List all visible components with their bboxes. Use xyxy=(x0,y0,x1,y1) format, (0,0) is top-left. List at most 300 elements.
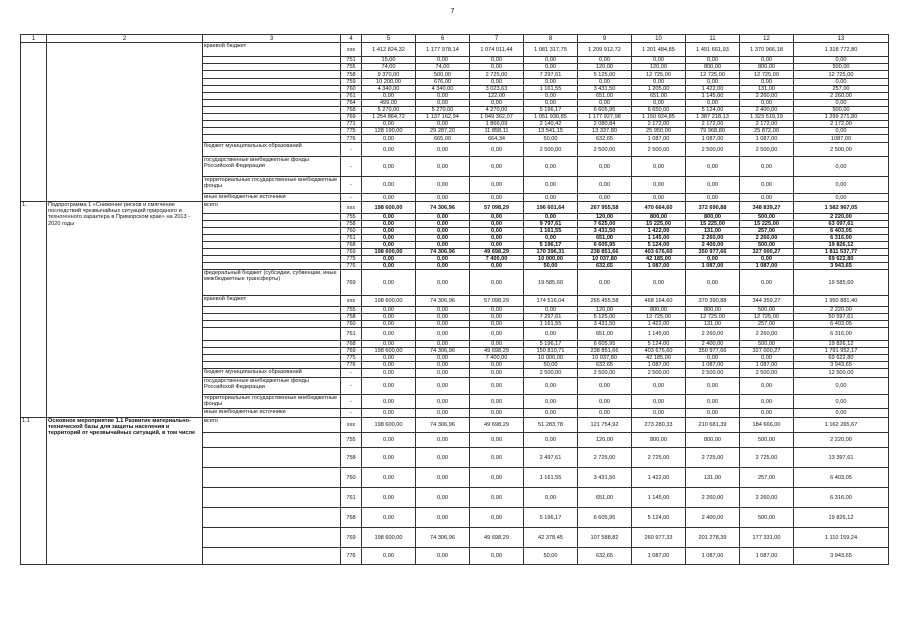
amount-cell: 1 087,00 xyxy=(740,362,794,369)
amount-cell: 0,00 xyxy=(362,488,416,508)
header-cell: 1 xyxy=(21,35,47,43)
amount-cell: 1 323 519,19 xyxy=(740,114,794,121)
amount-cell: 0,00 xyxy=(794,57,889,64)
amount-cell: 238 851,66 xyxy=(578,348,632,355)
budget-code: 776 xyxy=(341,263,362,270)
amount-cell: 2 500,00 xyxy=(578,369,632,378)
amount-cell: 1 087,00 xyxy=(686,362,740,369)
amount-cell: 2 725,00 xyxy=(632,448,686,468)
amount-cell: 4 340,00 xyxy=(362,86,416,93)
amount-cell: 372 690,88 xyxy=(686,202,740,214)
amount-cell: 0,00 xyxy=(416,57,470,64)
amount-cell: 120,00 xyxy=(578,214,632,221)
amount-cell: 6 316,00 xyxy=(794,328,889,341)
amount-cell: 74 306,96 xyxy=(416,249,470,256)
funding-source xyxy=(203,64,341,71)
funding-source: федеральный бюджет (субсидии, субвенции, иные межбюджетные трансферты) xyxy=(203,270,341,296)
amount-cell: 12 725,00 xyxy=(686,71,740,79)
amount-cell: 50,00 xyxy=(524,362,578,369)
amount-cell: 0,00 xyxy=(470,341,524,348)
budget-code: ххх xyxy=(341,296,362,307)
funding-source: иные внебюджетные источники xyxy=(203,409,341,418)
amount-cell: 800,00 xyxy=(686,214,740,221)
amount-cell: 4 270,00 xyxy=(470,107,524,114)
amount-cell: 49 698,29 xyxy=(470,249,524,256)
amount-cell: 0,00 xyxy=(416,362,470,369)
amount-cell: 0,00 xyxy=(740,57,794,64)
funding-source xyxy=(203,341,341,348)
budget-code: 769 xyxy=(341,348,362,355)
amount-cell: 1 161,55 xyxy=(524,86,578,93)
amount-cell: 0,00 xyxy=(362,157,416,177)
amount-cell: 0,00 xyxy=(632,100,686,107)
amount-cell: 0,00 xyxy=(794,395,889,409)
amount-cell: 5 124,00 xyxy=(632,242,686,249)
funding-source xyxy=(203,214,341,221)
amount-cell: 131,00 xyxy=(686,468,740,488)
amount-cell: 0,00 xyxy=(794,378,889,395)
amount-cell: 2 220,00 xyxy=(794,433,889,448)
amount-cell: 0,00 xyxy=(362,307,416,314)
funding-source xyxy=(203,328,341,341)
amount-cell: 632,65 xyxy=(578,135,632,143)
amount-cell: 2 500,00 xyxy=(524,369,578,378)
amount-cell: 800,00 xyxy=(686,307,740,314)
funding-source: государственные внебюджетные фонды Российской Федерации xyxy=(203,157,341,177)
amount-cell: 0,00 xyxy=(362,378,416,395)
amount-cell: 1 087,00 xyxy=(740,548,794,565)
funding-source: территориальные государственные внебюджетные фонды xyxy=(203,395,341,409)
budget-code: 759 xyxy=(341,79,362,86)
funding-source xyxy=(203,128,341,135)
amount-cell: 0,00 xyxy=(794,194,889,202)
amount-cell: 3 431,50 xyxy=(578,321,632,328)
header-cell: 11 xyxy=(686,35,740,43)
budget-code: 768 xyxy=(341,242,362,249)
amount-cell: 1 145,00 xyxy=(632,488,686,508)
amount-cell: 74,00 xyxy=(362,64,416,71)
amount-cell: 0,00 xyxy=(362,135,416,143)
amount-cell: 0,00 xyxy=(416,93,470,100)
amount-cell: 5 124,00 xyxy=(632,341,686,348)
amount-cell: 6 605,95 xyxy=(578,242,632,249)
amount-cell: 1 049 362,07 xyxy=(470,114,524,121)
amount-cell: 5 124,00 xyxy=(686,107,740,114)
amount-cell: 632,65 xyxy=(578,548,632,565)
amount-cell: 327 000,27 xyxy=(740,348,794,355)
amount-cell: 0,00 xyxy=(416,221,470,228)
amount-cell: 0,00 xyxy=(470,263,524,270)
budget-code: 775 xyxy=(341,256,362,263)
amount-cell: 0,00 xyxy=(362,321,416,328)
amount-cell: 50,00 xyxy=(524,135,578,143)
amount-cell: 0,00 xyxy=(416,228,470,235)
amount-cell: 69 622,80 xyxy=(794,256,889,263)
funding-source xyxy=(203,362,341,369)
funding-source xyxy=(203,93,341,100)
amount-cell: 2 500,00 xyxy=(686,143,740,157)
amount-cell: 0,00 xyxy=(416,256,470,263)
amount-cell: 150 810,71 xyxy=(524,348,578,355)
amount-cell: 0,00 xyxy=(470,194,524,202)
amount-cell: 0,00 xyxy=(524,157,578,177)
amount-cell: 0,00 xyxy=(794,177,889,194)
amount-cell: 0,00 xyxy=(362,256,416,263)
amount-cell: 1 087,00 xyxy=(740,263,794,270)
amount-cell: 12 725,00 xyxy=(794,71,889,79)
amount-cell: 5 125,00 xyxy=(578,314,632,321)
amount-cell: 3 943,65 xyxy=(794,548,889,565)
amount-cell: 800,00 xyxy=(686,64,740,71)
budget-code: 755 xyxy=(341,307,362,314)
budget-code: 771 xyxy=(341,121,362,128)
amount-cell: 74 306,96 xyxy=(416,296,470,307)
amount-cell: 9 797,61 xyxy=(524,221,578,228)
funding-source xyxy=(203,468,341,488)
amount-cell: 0,00 xyxy=(362,93,416,100)
budget-code: 761 xyxy=(341,488,362,508)
budget-code: 776 xyxy=(341,135,362,143)
amount-cell: 1 811 537,77 xyxy=(794,249,889,256)
amount-cell: 49 698,29 xyxy=(470,418,524,433)
amount-cell: 2 500,00 xyxy=(740,369,794,378)
amount-cell: 0,00 xyxy=(470,433,524,448)
amount-cell: 0,00 xyxy=(362,395,416,409)
amount-cell: 2 500,00 xyxy=(794,143,889,157)
funding-source xyxy=(203,256,341,263)
amount-cell: 10 000,00 xyxy=(524,256,578,263)
amount-cell: 0,00 xyxy=(362,548,416,565)
amount-cell: 0,00 xyxy=(470,64,524,71)
funding-source xyxy=(203,433,341,448)
funding-source xyxy=(203,263,341,270)
amount-cell: 2 500,00 xyxy=(686,369,740,378)
amount-cell: 15 225,00 xyxy=(686,221,740,228)
funding-source: всего xyxy=(203,202,341,214)
amount-cell: 0,00 xyxy=(362,270,416,296)
budget-code: 775 xyxy=(341,128,362,135)
amount-cell: 6 316,00 xyxy=(794,488,889,508)
amount-cell: 1 150 924,85 xyxy=(632,114,686,121)
amount-cell: 0,00 xyxy=(470,314,524,321)
funding-source xyxy=(203,528,341,548)
amount-cell: 0,00 xyxy=(470,448,524,468)
amount-cell: 0,00 xyxy=(416,121,470,128)
amount-cell: 7 297,61 xyxy=(524,314,578,321)
amount-cell: 120,00 xyxy=(578,307,632,314)
amount-cell: 0,00 xyxy=(632,157,686,177)
amount-cell: 800,00 xyxy=(632,214,686,221)
amount-cell: 0,00 xyxy=(416,270,470,296)
amount-cell: 1 422,00 xyxy=(686,86,740,93)
amount-cell: 344 359,27 xyxy=(740,296,794,307)
amount-cell: 0,00 xyxy=(470,143,524,157)
amount-cell: 0,00 xyxy=(794,128,889,135)
amount-cell: 1 299 271,80 xyxy=(794,114,889,121)
budget-code: 758 xyxy=(341,314,362,321)
amount-cell: 0,00 xyxy=(740,194,794,202)
amount-cell: 11 858,11 xyxy=(470,128,524,135)
program-name: Основное мероприятие 1.1 Развитие материально-технической базы для защиты населения и территорий от чрезвычайных ситуаций, в том числе xyxy=(47,418,203,565)
amount-cell: 0,00 xyxy=(632,409,686,418)
amount-cell: 6 403,05 xyxy=(794,228,889,235)
header-cell: 2 xyxy=(47,35,203,43)
amount-cell: 2 500,00 xyxy=(524,143,578,157)
amount-cell: 2 220,00 xyxy=(794,214,889,221)
amount-cell: 0,00 xyxy=(416,100,470,107)
amount-cell: 6 403,05 xyxy=(794,468,889,488)
amount-cell: 2 725,00 xyxy=(470,71,524,79)
amount-cell: 1 161,55 xyxy=(524,321,578,328)
budget-code: 760 xyxy=(341,321,362,328)
amount-cell: 29 287,20 xyxy=(416,128,470,135)
amount-cell: 0,00 xyxy=(578,378,632,395)
page-number: 7 xyxy=(450,8,455,15)
amount-cell: 470 664,60 xyxy=(632,202,686,214)
amount-cell: 0,00 xyxy=(578,194,632,202)
amount-cell: 651,00 xyxy=(632,93,686,100)
amount-cell: 0,00 xyxy=(740,256,794,263)
amount-cell: 12 725,00 xyxy=(740,71,794,79)
amount-cell: 2 172,00 xyxy=(632,121,686,128)
amount-cell: 0,00 xyxy=(416,395,470,409)
funding-source xyxy=(203,321,341,328)
amount-cell: 350 977,66 xyxy=(686,348,740,355)
amount-cell: 257,00 xyxy=(740,228,794,235)
funding-source xyxy=(203,100,341,107)
amount-cell: 0,00 xyxy=(524,395,578,409)
amount-cell: 257,00 xyxy=(740,468,794,488)
budget-code: - xyxy=(341,409,362,418)
amount-cell: 2 260,00 xyxy=(686,328,740,341)
amount-cell: 0,00 xyxy=(416,321,470,328)
funding-source xyxy=(203,79,341,86)
header-row xyxy=(21,35,889,43)
amount-cell: 0,00 xyxy=(470,321,524,328)
amount-cell: 3 943,65 xyxy=(794,263,889,270)
amount-cell: 5 196,17 xyxy=(524,107,578,114)
funding-source: территориальные государственные внебюджетные фонды xyxy=(203,177,341,194)
amount-cell: 2 497,61 xyxy=(524,448,578,468)
amount-cell: 0,00 xyxy=(362,433,416,448)
amount-cell: 121 754,92 xyxy=(578,418,632,433)
amount-cell: 0,00 xyxy=(686,100,740,107)
amount-cell: 370 390,88 xyxy=(686,296,740,307)
amount-cell: 2 172,00 xyxy=(686,121,740,128)
amount-cell: 468 164,60 xyxy=(632,296,686,307)
budget-code: 761 xyxy=(341,328,362,341)
amount-cell: 1 087,00 xyxy=(740,135,794,143)
amount-cell: 5 196,17 xyxy=(524,508,578,528)
amount-cell: 1 318 772,80 xyxy=(794,43,889,57)
amount-cell: 0,00 xyxy=(416,548,470,565)
header-cell: 12 xyxy=(740,35,794,43)
budget-code: 760 xyxy=(341,86,362,93)
amount-cell: 0,00 xyxy=(470,221,524,228)
amount-cell: 12 725,00 xyxy=(740,314,794,321)
amount-cell: 0,00 xyxy=(686,395,740,409)
amount-cell: 0,00 xyxy=(686,194,740,202)
amount-cell: 131,00 xyxy=(740,86,794,93)
amount-cell: 0,00 xyxy=(362,242,416,249)
amount-cell: 0,00 xyxy=(686,270,740,296)
amount-cell: 0,00 xyxy=(686,79,740,86)
funding-source: бюджет муниципальных образований xyxy=(203,143,341,157)
amount-cell: 0,00 xyxy=(416,488,470,508)
amount-cell: 198 600,00 xyxy=(362,528,416,548)
amount-cell: 5 270,00 xyxy=(416,107,470,114)
amount-cell: 0,00 xyxy=(470,157,524,177)
amount-cell: 0,00 xyxy=(416,235,470,242)
amount-cell: 74,00 xyxy=(416,64,470,71)
amount-cell: 25 950,00 xyxy=(632,128,686,135)
amount-cell: 0,00 xyxy=(470,362,524,369)
funding-source xyxy=(203,86,341,93)
amount-cell: 0,00 xyxy=(578,157,632,177)
amount-cell: 0,00 xyxy=(470,214,524,221)
budget-code: - xyxy=(341,143,362,157)
amount-cell: 13 337,80 xyxy=(578,128,632,135)
budget-code: - xyxy=(341,378,362,395)
amount-cell: 3 431,50 xyxy=(578,468,632,488)
amount-cell: 2 500,00 xyxy=(632,369,686,378)
amount-cell: 128 190,00 xyxy=(362,128,416,135)
amount-cell: 3 943,65 xyxy=(794,362,889,369)
amount-cell: 2 400,00 xyxy=(686,242,740,249)
funding-source xyxy=(203,548,341,565)
amount-cell: 12 725,00 xyxy=(686,314,740,321)
amount-cell: 1 162 265,67 xyxy=(794,418,889,433)
amount-cell: 0,00 xyxy=(686,409,740,418)
amount-cell: 257,00 xyxy=(740,321,794,328)
header-cell: 8 xyxy=(524,35,578,43)
amount-cell: 2 725,00 xyxy=(740,448,794,468)
amount-cell: 198 600,00 xyxy=(362,348,416,355)
funding-source xyxy=(203,249,341,256)
amount-cell: 0,00 xyxy=(470,79,524,86)
amount-cell: 1 081 317,75 xyxy=(524,43,578,57)
amount-cell: 500,00 xyxy=(740,341,794,348)
amount-cell: 1 161,55 xyxy=(524,228,578,235)
amount-cell: 2 400,00 xyxy=(686,508,740,528)
amount-cell: 0,00 xyxy=(632,177,686,194)
budget-code: 755 xyxy=(341,214,362,221)
amount-cell: 25 872,00 xyxy=(740,128,794,135)
amount-cell: 500,00 xyxy=(740,433,794,448)
amount-cell: 0,00 xyxy=(470,468,524,488)
amount-cell: 260 977,33 xyxy=(632,528,686,548)
amount-cell: 0,00 xyxy=(470,378,524,395)
budget-code: - xyxy=(341,395,362,409)
amount-cell: 10 000,00 xyxy=(524,355,578,362)
amount-cell: 0,00 xyxy=(416,328,470,341)
amount-cell: 0,00 xyxy=(794,157,889,177)
amount-cell: 0,00 xyxy=(362,177,416,194)
amount-cell: 1 087,00 xyxy=(632,548,686,565)
header-cell: 13 xyxy=(794,35,889,43)
amount-cell: 1 137 162,94 xyxy=(416,114,470,121)
amount-cell: 0,00 xyxy=(740,100,794,107)
amount-cell: 800,00 xyxy=(740,64,794,71)
amount-cell: 74 306,96 xyxy=(416,418,470,433)
header-cell: 10 xyxy=(632,35,686,43)
amount-cell: 5 196,17 xyxy=(524,242,578,249)
amount-cell: 0,00 xyxy=(686,57,740,64)
funding-source xyxy=(203,448,341,468)
amount-cell: 0,00 xyxy=(470,548,524,565)
amount-cell: 0,00 xyxy=(362,341,416,348)
budget-code: 769 xyxy=(341,528,362,548)
budget-code: 758 xyxy=(341,71,362,79)
amount-cell: 0,00 xyxy=(470,242,524,249)
funding-source xyxy=(203,314,341,321)
header-cell: 6 xyxy=(416,35,470,43)
amount-cell: 2 400,00 xyxy=(740,107,794,114)
amount-cell: 632,65 xyxy=(578,263,632,270)
amount-cell: 500,00 xyxy=(740,242,794,249)
amount-cell: 131,00 xyxy=(686,321,740,328)
amount-cell: 0,00 xyxy=(578,409,632,418)
amount-cell: 0,00 xyxy=(740,395,794,409)
amount-cell: 0,00 xyxy=(740,270,794,296)
budget-code: ххх xyxy=(341,202,362,214)
amount-cell: 2 172,00 xyxy=(740,121,794,128)
header-cell: 5 xyxy=(362,35,416,43)
amount-cell: 0,00 xyxy=(362,263,416,270)
amount-cell: 120,00 xyxy=(578,64,632,71)
funding-source xyxy=(203,508,341,528)
amount-cell: 0,00 xyxy=(686,378,740,395)
amount-cell: 74 306,96 xyxy=(416,348,470,355)
amount-cell: 0,00 xyxy=(524,194,578,202)
amount-cell: 632,65 xyxy=(578,362,632,369)
amount-cell: 327 000,27 xyxy=(740,249,794,256)
amount-cell: 0,00 xyxy=(362,214,416,221)
amount-cell: 7 400,00 xyxy=(470,256,524,263)
budget-code: 751 xyxy=(341,57,362,64)
amount-cell: 0,00 xyxy=(470,395,524,409)
amount-cell: 1 145,00 xyxy=(632,328,686,341)
amount-cell: 0,00 xyxy=(362,194,416,202)
amount-cell: 403 676,60 xyxy=(632,249,686,256)
budget-code: 760 xyxy=(341,468,362,488)
funding-source xyxy=(203,348,341,355)
amount-cell: 2 260,00 xyxy=(794,93,889,100)
amount-cell: 0,00 xyxy=(578,57,632,64)
amount-cell: 0,00 xyxy=(362,369,416,378)
amount-cell: 0,00 xyxy=(470,328,524,341)
amount-cell: 1 145,00 xyxy=(632,235,686,242)
amount-cell: 2 725,00 xyxy=(686,448,740,468)
amount-cell: 69 622,80 xyxy=(794,355,889,362)
amount-cell: 676,00 xyxy=(416,79,470,86)
amount-cell: 1 866,09 xyxy=(470,121,524,128)
header-cell: 7 xyxy=(470,35,524,43)
amount-cell: 651,00 xyxy=(578,93,632,100)
budget-code: 768 xyxy=(341,508,362,528)
amount-cell: 0,00 xyxy=(524,177,578,194)
amount-cell: 0,00 xyxy=(740,79,794,86)
amount-cell: 348 839,27 xyxy=(740,202,794,214)
amount-cell: 0,00 xyxy=(632,395,686,409)
amount-cell: 177 331,00 xyxy=(740,528,794,548)
amount-cell: 0,00 xyxy=(578,270,632,296)
amount-cell: 0,00 xyxy=(470,100,524,107)
amount-cell: 42 185,00 xyxy=(632,256,686,263)
amount-cell: 0,00 xyxy=(416,448,470,468)
funding-source xyxy=(203,57,341,64)
amount-cell: 0,00 xyxy=(740,157,794,177)
